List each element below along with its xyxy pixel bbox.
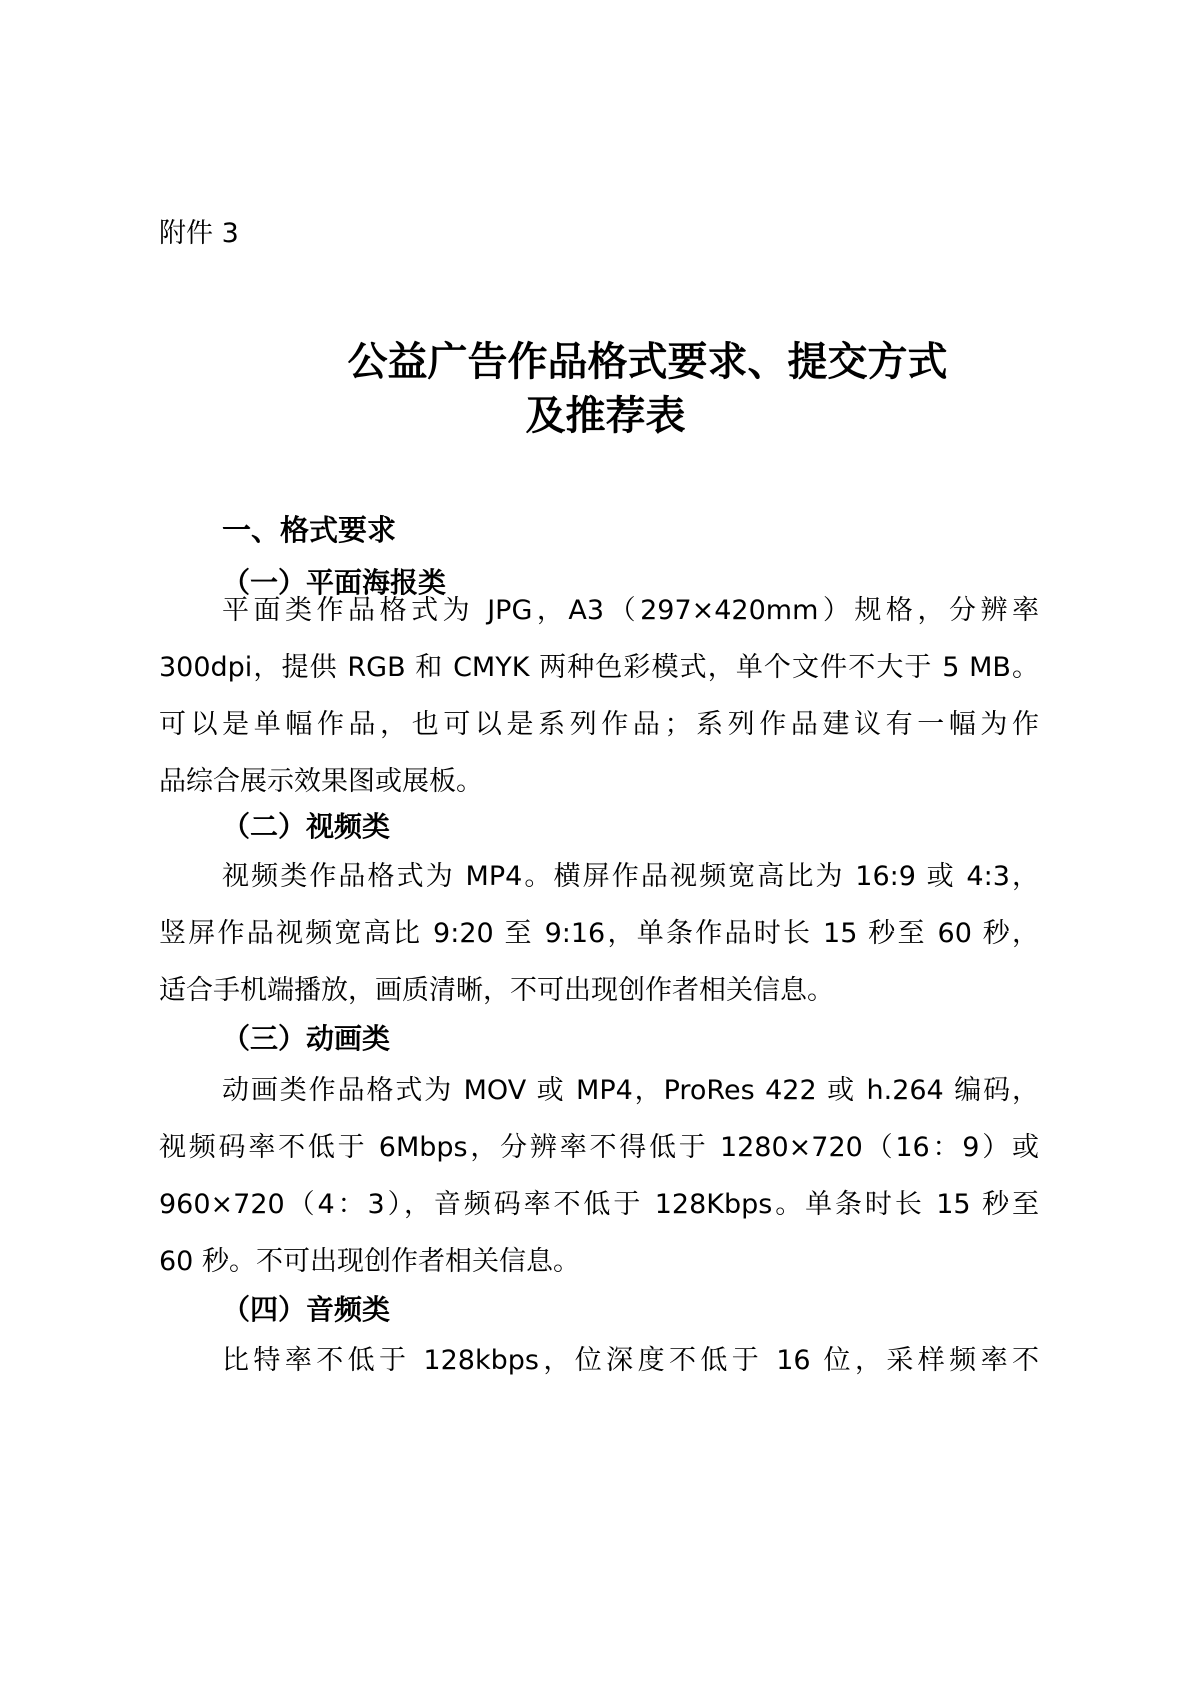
paragraph-line: 品综合展示效果图或展板。	[159, 766, 483, 797]
paragraph-line: 比特率不低于 128kbps，位深度不低于 16 位，采样频率不	[222, 1345, 1039, 1376]
paragraph-line: 60 秒。不可出现创作者相关信息。	[159, 1246, 580, 1277]
section-heading-format-requirements: 一、格式要求	[222, 513, 397, 547]
paragraph-line: 视频类作品格式为 MP4。横屏作品视频宽高比为 16:9 或 4:3，	[222, 861, 1039, 892]
paragraph-line: 动画类作品格式为 MOV 或 MP4，ProRes 422 或 h.264 编码，	[222, 1075, 1039, 1106]
attachment-label: 附件 3	[159, 218, 239, 249]
page-title-line-2: 及推荐表	[525, 392, 686, 439]
subsection-heading-audio: （四）音频类	[222, 1293, 391, 1326]
paragraph-audio	[159, 1332, 1039, 1389]
paragraph-line: 300dpi，提供 RGB 和 CMYK 两种色彩模式，单个文件不大于 5 MB。	[159, 652, 1039, 683]
paragraph-line: 平面类作品格式为 JPG，A3（297×420mm）规格，分辨率	[222, 595, 1039, 626]
page-title-line-1: 公益广告作品格式要求、提交方式	[347, 338, 948, 385]
paragraph-line: 可以是单幅作品，也可以是系列作品；系列作品建议有一幅为作	[159, 709, 1039, 740]
paragraph-line: 视频码率不低于 6Mbps，分辨率不得低于 1280×720（16：9）或	[159, 1132, 1039, 1163]
subsection-heading-animation: （三）动画类	[222, 1022, 391, 1055]
subsection-heading-poster: （一）平面海报类	[222, 566, 447, 599]
subsection-heading-video: （二）视频类	[222, 810, 391, 843]
paragraph-line: 适合手机端播放，画质清晰，不可出现创作者相关信息。	[159, 975, 834, 1006]
paragraph-poster	[159, 582, 1039, 810]
paragraph-video	[159, 848, 1039, 1019]
paragraph-line: 960×720（4：3），音频码率不低于 128Kbps。单条时长 15 秒至	[159, 1189, 1039, 1220]
paragraph-line: 竖屏作品视频宽高比 9:20 至 9:16，单条作品时长 15 秒至 60 秒，	[159, 918, 1039, 949]
paragraph-animation	[159, 1062, 1039, 1290]
